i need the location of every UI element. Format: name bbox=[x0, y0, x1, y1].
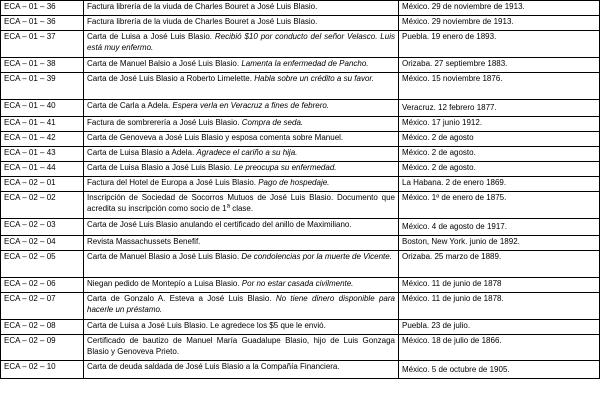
record-place-date: México. 5 de octubre de 1905. bbox=[399, 361, 600, 379]
record-code: ECA – 01 – 39 bbox=[1, 73, 84, 100]
record-description: Carta de Luisa Blasio a Adela. Agradece el cariño a su hija. bbox=[84, 147, 399, 162]
record-description: Factura librería de la viuda de Charles Bouret a José Luis Blasio. bbox=[84, 1, 399, 16]
record-place-date: México. 2 de agosto. bbox=[399, 162, 600, 177]
table-row bbox=[1, 293, 600, 320]
record-place-date: México. 2 de agosto. bbox=[399, 147, 600, 162]
record-place-date: Puebla. 23 de julio. bbox=[399, 320, 600, 335]
record-description: Certificado de bautizo de Manuel María Guadalupe Blasio, hijo de Luis Gonzaga Blasio y Genoveva Prieto. bbox=[84, 335, 399, 361]
table-row bbox=[1, 251, 600, 278]
record-description: Carta de José Luis Blasio a Roberto Limelette. Habla sobre un crédito a su favor. bbox=[84, 73, 399, 100]
record-description: Carta de Luisa a José Luis Blasio. Recibió $10 por conducto del señor Velasco. Luis está muy enfermo. bbox=[84, 31, 399, 58]
record-place-date: Puebla. 19 enero de 1893. bbox=[399, 31, 600, 58]
record-description: Niegan pedido de Montepío a Luisa Blasio. Por no estar casada civilmente. bbox=[84, 278, 399, 293]
table-row bbox=[1, 58, 600, 73]
record-description: Carta de Gonzalo A. Esteva a José Luis Blasio. No tiene dinero disponible para hacerle un préstamo. bbox=[84, 293, 399, 320]
record-code: ECA – 01 – 43 bbox=[1, 147, 84, 162]
record-place-date: México. 29 de noviembre de 1913. bbox=[399, 1, 600, 16]
table-row bbox=[1, 278, 600, 293]
record-code: ECA – 02 – 01 bbox=[1, 177, 84, 192]
record-description: Carta de José Luis Blasio anulando el certificado del anillo de Maximiliano. bbox=[84, 219, 399, 236]
record-place-date: Veracruz. 12 febrero 1877. bbox=[399, 100, 600, 117]
record-place-date: Orizaba. 27 septiembre 1883. bbox=[399, 58, 600, 73]
record-description: Carta de Carla a Adela. Espera verla en Veracruz a fines de febrero. bbox=[84, 100, 399, 117]
record-description: Inscripción de Sociedad de Socorros Mutuos de José Luis Blasio. Documento que acredita su inscripción como socio de 1$^a$ clase. bbox=[84, 192, 399, 219]
table-row bbox=[1, 1, 600, 16]
record-code: ECA – 02 – 04 bbox=[1, 236, 84, 251]
record-code: ECA – 01 – 42 bbox=[1, 132, 84, 147]
record-description: Factura de sombrerería a José Luis Blasio. Compra de seda. bbox=[84, 117, 399, 132]
record-place-date: México. 17 junio 1912. bbox=[399, 117, 600, 132]
record-description: Carta de Manuel Blasio a José Luis Blasio. De condolencias por la muerte de Vicente. bbox=[84, 251, 399, 278]
record-code: ECA – 01 – 37 bbox=[1, 31, 84, 58]
table-row bbox=[1, 192, 600, 219]
record-description: Revista Massachussets Benefif. bbox=[84, 236, 399, 251]
table-row bbox=[1, 132, 600, 147]
record-code: ECA – 02 – 02 bbox=[1, 192, 84, 219]
record-code: ECA – 02 – 06 bbox=[1, 278, 84, 293]
record-place-date: México. 2 de agosto bbox=[399, 132, 600, 147]
record-description: Carta de Genoveva a José Luis Blasio y esposa comenta sobre Manuel. bbox=[84, 132, 399, 147]
record-description: Factura librería de la viuda de Charles Bouret a José Luis Blasio. bbox=[84, 16, 399, 31]
record-description: Carta de deuda saldada de José Luis Blasio a la Compañía Financiera. bbox=[84, 361, 399, 379]
table-row bbox=[1, 162, 600, 177]
table-row bbox=[1, 320, 600, 335]
record-description: Carta de Luisa a José Luis Blasio. Le agredece los $5 que le envió. bbox=[84, 320, 399, 335]
record-place-date: México. 29 noviembre de 1913. bbox=[399, 16, 600, 31]
record-place-date: México. 18 de julio de 1866. bbox=[399, 335, 600, 361]
table-row bbox=[1, 117, 600, 132]
table-row bbox=[1, 31, 600, 58]
record-code: ECA – 01 – 36 bbox=[1, 16, 84, 31]
table-row bbox=[1, 147, 600, 162]
record-code: ECA – 01 – 44 bbox=[1, 162, 84, 177]
record-code: ECA – 01 – 41 bbox=[1, 117, 84, 132]
table-row bbox=[1, 361, 600, 379]
record-place-date: México. 1º de enero de 1875. bbox=[399, 192, 600, 219]
record-place-date: México. 11 de junio de 1878. bbox=[399, 293, 600, 320]
record-description: Factura del Hotel de Europa a José Luis Blasio. Pago de hospedaje. bbox=[84, 177, 399, 192]
record-code: ECA – 02 – 03 bbox=[1, 219, 84, 236]
record-place-date: Boston, New York. junio de 1892. bbox=[399, 236, 600, 251]
record-place-date: Orizaba. 25 marzo de 1889. bbox=[399, 251, 600, 278]
record-code: ECA – 02 – 07 bbox=[1, 293, 84, 320]
table-row bbox=[1, 236, 600, 251]
table-row bbox=[1, 335, 600, 361]
record-place-date: México. 15 noviembre 1876. bbox=[399, 73, 600, 100]
table-row bbox=[1, 100, 600, 117]
record-code: ECA – 02 – 05 bbox=[1, 251, 84, 278]
record-description: Carta de Manuel Balsio a José Luis Blasio. Lamenta la enfermedad de Pancho. bbox=[84, 58, 399, 73]
record-description: Carta de Luisa Blasio a José Luis Blasio. Le preocupa su enfermedad. bbox=[84, 162, 399, 177]
record-code: ECA – 02 – 08 bbox=[1, 320, 84, 335]
record-code: ECA – 01 – 40 bbox=[1, 100, 84, 117]
record-place-date: La Habana. 2 de enero 1869. bbox=[399, 177, 600, 192]
record-place-date: México. 4 de agosto de 1917. bbox=[399, 219, 600, 236]
table-row bbox=[1, 16, 600, 31]
record-code: ECA – 01 – 36 bbox=[1, 1, 84, 16]
table-row bbox=[1, 219, 600, 236]
record-code: ECA – 02 – 10 bbox=[1, 361, 84, 379]
record-code: ECA – 02 – 09 bbox=[1, 335, 84, 361]
table-row bbox=[1, 177, 600, 192]
table-row bbox=[1, 73, 600, 100]
record-code: ECA – 01 – 38 bbox=[1, 58, 84, 73]
record-place-date: México. 11 de junio de 1878 bbox=[399, 278, 600, 293]
